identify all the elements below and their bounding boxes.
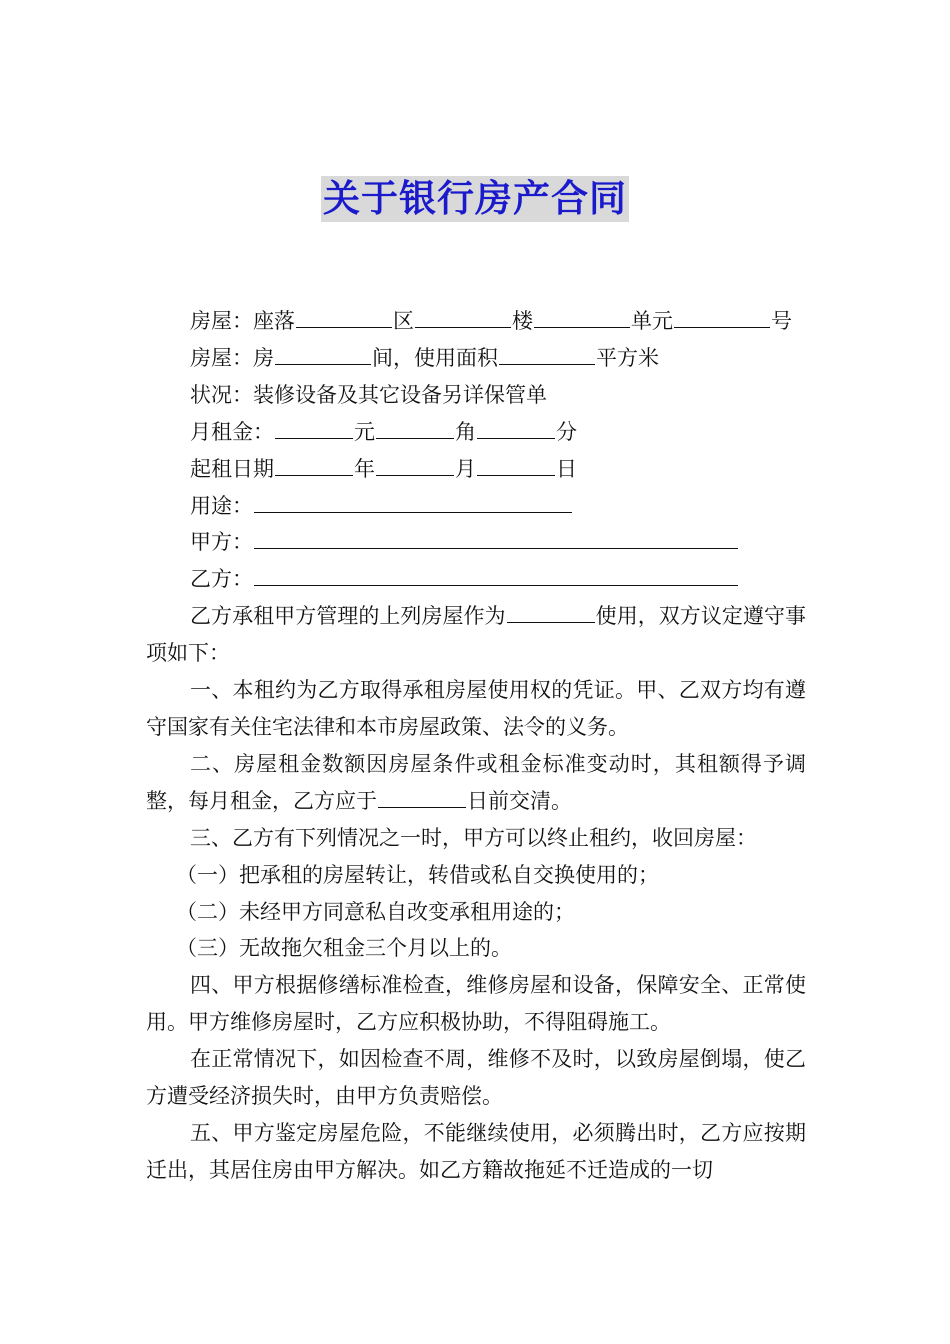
party-b-line xyxy=(146,561,806,598)
label-building: 楼 xyxy=(512,309,533,333)
blank-month xyxy=(376,451,454,476)
clause-1: 一、本租约为乙方取得承租房屋使用权的凭证。甲、乙双方均有遵守国家有关住宅法律和本市房屋政策、法令的义务。 xyxy=(146,678,806,739)
start-date-line xyxy=(146,451,806,488)
label-rooms: 房屋：房 xyxy=(190,345,274,370)
clause-3-item-3: （三）无故拖欠租金三个月以上的。 xyxy=(176,936,512,961)
blank-area xyxy=(499,340,595,365)
label-fen: 分 xyxy=(556,419,577,444)
label-party-b: 乙方： xyxy=(190,567,253,592)
condition-line: 状况：装修设备及其它设备另详保管单 xyxy=(190,382,547,407)
label-number: 号 xyxy=(771,309,792,333)
blank-yuan xyxy=(275,414,353,439)
preamble-text-b: 使用，双方议定遵守事项如下： xyxy=(146,604,807,666)
title-wrapper xyxy=(0,176,950,222)
document-title: 关于银行房产合同 xyxy=(323,177,627,220)
purpose-line xyxy=(146,488,806,525)
clause-4-note: 在正常情况下，如因检查不周，维修不及时，以致房屋倒塌，使乙方遭受经济损失时，由甲方负责赔偿。 xyxy=(146,1047,806,1109)
label-month: 月 xyxy=(455,456,476,481)
monthly-rent-line xyxy=(146,414,806,451)
label-day: 日 xyxy=(556,456,577,481)
label-location: 房屋：座落 xyxy=(190,309,295,333)
label-sqm: 平方米 xyxy=(596,345,659,370)
clause-2 xyxy=(146,746,806,820)
label-district: 区 xyxy=(393,309,414,333)
blank-party-b xyxy=(254,561,738,586)
blank-party-a xyxy=(254,524,738,549)
blank-number xyxy=(674,303,770,328)
label-rent: 月租金： xyxy=(190,419,274,444)
blank-purpose xyxy=(254,488,572,513)
clause-4: 四、甲方根据修缮标准检查，维修房屋和设备，保障安全、正常使用。甲方维修房屋时，乙方应积极协助，不得阻碍施工。 xyxy=(146,973,806,1035)
label-unit: 单元 xyxy=(631,309,673,333)
label-jiao: 角 xyxy=(455,419,476,444)
clause-3-item-2: （二）未经甲方同意私自改变承租用途的； xyxy=(176,899,575,924)
preamble-text-a: 乙方承租甲方管理的上列房屋作为 xyxy=(190,604,506,629)
blank-day xyxy=(477,451,555,476)
blank-fen xyxy=(477,414,555,439)
blank-unit xyxy=(534,303,630,328)
label-year: 年 xyxy=(354,456,375,481)
blank-use xyxy=(507,598,595,623)
clause-2-text-a: 二、房屋租金数额因房屋条件或租金标准变动时，其租额得予调整，每月租金，乙方应于 xyxy=(146,751,806,813)
party-a-line xyxy=(146,524,806,561)
contract-body xyxy=(146,303,806,1189)
clause-5: 五、甲方鉴定房屋危险，不能继续使用，必须腾出时，乙方应按期迁出，其居住房由甲方解决。如乙方籍故拖延不迁造成的一切 xyxy=(146,1120,806,1182)
label-party-a: 甲方： xyxy=(190,530,253,555)
blank-district xyxy=(296,303,392,328)
label-start-date: 起租日期 xyxy=(190,456,274,481)
preamble-paragraph xyxy=(146,598,806,672)
blank-building xyxy=(415,303,511,328)
clause-3-item-1: （一）把承租的房屋转让，转借或私自交换使用的； xyxy=(176,862,659,887)
blank-jiao xyxy=(376,414,454,439)
blank-rooms xyxy=(275,340,371,365)
blank-pay-day xyxy=(378,783,466,808)
label-yuan: 元 xyxy=(354,419,375,444)
label-purpose: 用途： xyxy=(190,493,253,518)
clause-3: 三、乙方有下列情况之一时，甲方可以终止租约，收回房屋： xyxy=(190,825,757,850)
house-location-line xyxy=(146,303,806,340)
blank-year xyxy=(275,451,353,476)
label-area: 间，使用面积 xyxy=(372,345,498,370)
clause-2-text-b: 日前交清。 xyxy=(467,788,572,813)
house-area-line xyxy=(146,340,806,377)
